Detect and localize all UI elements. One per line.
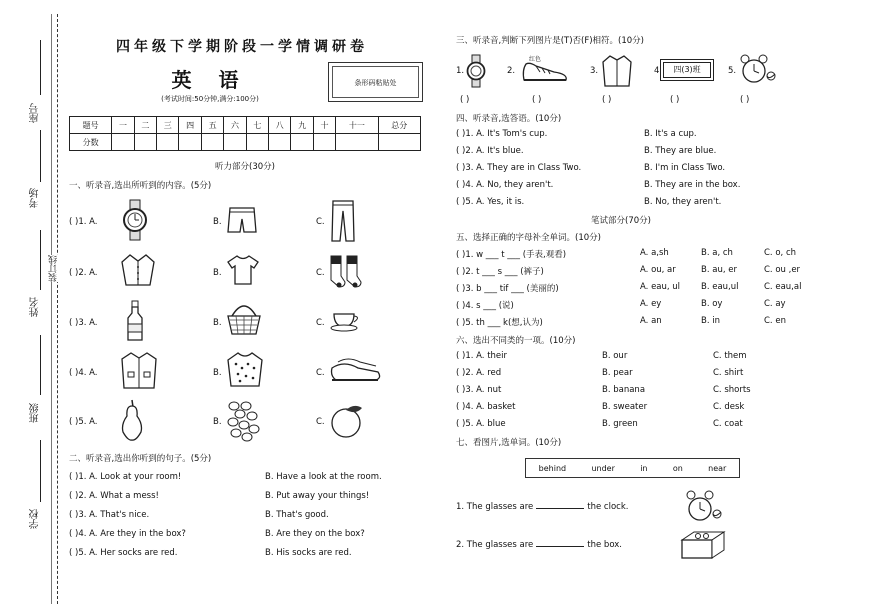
side-fill-line (40, 230, 41, 290)
score-header-cell: 一 (112, 117, 134, 134)
written-header: 笔试部分(70分) (591, 216, 651, 226)
score-cell[interactable] (224, 134, 246, 151)
barcode-label: 条形码粘贴处 (354, 79, 397, 87)
sec2-item4-b: B. Are they on the box? (265, 529, 365, 539)
sec6-item5-b: B. green (602, 419, 638, 429)
subject-title: 英 语 (171, 68, 249, 92)
score-header-cell: 八 (269, 117, 291, 134)
sec6-item5-a: ( )5. A. blue (456, 419, 506, 429)
sec1-item3-c: C. (316, 318, 325, 328)
word-in: in (640, 463, 648, 473)
sec5-item3-c: C. eau,al (764, 282, 802, 292)
sec5-item2-a: A. ou, ar (640, 265, 676, 275)
sec3-paren-2[interactable]: ( ) (532, 95, 542, 105)
sec3-label-1: 1. (456, 66, 465, 76)
sec3-paren-4[interactable]: ( ) (670, 95, 680, 105)
word-behind: behind (538, 463, 567, 473)
socks-icon (327, 254, 363, 290)
orange-icon (330, 403, 366, 439)
sec4-item4-a: ( )4. A. No, they aren't. (456, 180, 554, 190)
sec6-item2-b: B. pear (602, 368, 633, 378)
candies-icon (226, 400, 260, 442)
sec2-item3-a: ( )3. A. That's nice. (69, 510, 150, 520)
sec5-item5-c: C. en (764, 316, 786, 326)
watch-icon (466, 54, 486, 88)
sec4-item2-a: ( )2. A. It's blue. (456, 146, 524, 156)
word-bank (525, 458, 740, 478)
score-header-cell: 二 (134, 117, 156, 134)
sec6-item5-c: C. coat (713, 419, 743, 429)
score-cell[interactable] (378, 134, 420, 151)
sec2-item5-a: ( )5. A. Her socks are red. (69, 548, 178, 558)
sec4-item2-b: B. They are blue. (644, 146, 717, 156)
basket-icon (226, 302, 262, 336)
score-header-cell: 九 (291, 117, 313, 134)
sec3-paren-3[interactable]: ( ) (602, 95, 612, 105)
sec5-item2-b: B. au, er (701, 265, 737, 275)
sec2-item3-b: B. That's good. (265, 510, 329, 520)
shirt-icon (120, 252, 156, 288)
box-glasses-icon (680, 528, 726, 560)
sec7-q1-blank[interactable] (536, 508, 584, 509)
side-fill-line (40, 130, 41, 182)
sec1-item1-b: B. (213, 217, 222, 227)
sec4-item4-b: B. They are in the box. (644, 180, 741, 190)
sec6-item1-c: C. them (713, 351, 747, 361)
section5-title: 五、选择正确的字母补全单词。(10分) (456, 233, 601, 243)
score-cell[interactable] (313, 134, 335, 151)
score-cell[interactable] (246, 134, 268, 151)
sec1-item4-c: C. (316, 368, 325, 378)
sec1-item5-c: C. (316, 417, 325, 427)
sec3-paren-1[interactable]: ( ) (460, 95, 470, 105)
sec4-item3-b: B. I'm in Class Two. (644, 163, 726, 173)
sec5-item3-b: B. eau,ul (701, 282, 739, 292)
jacket-icon (120, 350, 158, 390)
sec5-item5-b: B. in (701, 316, 720, 326)
clock-glasses-icon (738, 54, 780, 86)
class-sign: 四(3)班 (663, 62, 711, 78)
sec6-item3-c: C. shorts (713, 385, 751, 395)
sec3-label-2: 2. (507, 66, 516, 76)
score-header-cell: 七 (246, 117, 268, 134)
sec5-item5-q: ( )5. th ___ k(想,认为) (456, 318, 543, 328)
side-label-class: 班级 (30, 403, 41, 423)
sec4-item3-a: ( )3. A. They are in Class Two. (456, 163, 582, 173)
sec6-item4-c: C. desk (713, 402, 745, 412)
sec6-item4-b: B. sweater (602, 402, 648, 412)
sec5-item3-a: A. eau, ul (640, 282, 681, 292)
side-label-school: 学校 (30, 509, 41, 529)
sec1-item2-num: ( )2. A. (69, 268, 98, 278)
side-fill-line (40, 40, 41, 95)
jacket-icon (601, 54, 633, 88)
sec2-item1-b: B. Have a look at the room. (265, 472, 382, 482)
sec5-item1-b: B. a, ch (701, 248, 733, 258)
sec3-shoe-caption: 红色 (529, 56, 542, 63)
sec1-item4-b: B. (213, 368, 222, 378)
paper-title: 四年级下学期阶段一学情调研卷 (116, 39, 368, 55)
word-near: near (708, 463, 727, 473)
score-row-label: 分数 (70, 134, 112, 151)
sec6-item3-b: B. banana (602, 385, 646, 395)
listening-header: 听力部分(30分) (215, 162, 275, 172)
binding-line (51, 14, 52, 604)
score-cell[interactable] (336, 134, 378, 151)
section1-title: 一、听录音,选出所听到的内容。(5分) (69, 181, 212, 191)
sec2-item1-a: ( )1. A. Look at your room! (69, 472, 182, 482)
bottle-icon (126, 300, 144, 342)
side-label-seat: 座号 (30, 103, 41, 123)
sec1-item1-num: ( )1. A. (69, 217, 98, 227)
pants-icon (330, 199, 356, 243)
sec6-item1-b: B. our (602, 351, 628, 361)
section3-title: 三、听录音,判断下列图片是(T)否(F)相符。(10分) (456, 36, 644, 46)
sec4-item5-b: B. No, they aren't. (644, 197, 722, 207)
cup-icon (330, 310, 364, 332)
sec5-item4-c: C. ay (764, 299, 786, 309)
sec2-item5-b: B. His socks are red. (265, 548, 352, 558)
score-header-cell: 四 (179, 117, 201, 134)
sec3-label-3: 3. (590, 66, 599, 76)
score-header-cell: 十 (313, 117, 335, 134)
sec5-item2-c: C. ou ,er (764, 265, 801, 275)
sec3-paren-5[interactable]: ( ) (740, 95, 750, 105)
sec5-item4-b: B. oy (701, 299, 723, 309)
sec5-item5-a: A. an (640, 316, 662, 326)
sec7-q2-blank[interactable] (536, 546, 584, 547)
score-header-cell: 题号 (70, 117, 112, 134)
word-on: on (672, 463, 683, 473)
binding-dashed-line (57, 14, 58, 604)
sec3-label-5: 5. (728, 66, 737, 76)
shoes-icon (330, 356, 382, 386)
tshirt-icon (226, 254, 260, 286)
sec7-q2-start: 2. The glasses are (456, 540, 534, 550)
score-cell[interactable] (269, 134, 291, 151)
sec1-item4-num: ( )4. A. (69, 368, 98, 378)
watch-icon (122, 199, 148, 241)
section6-title: 六、选出不同类的一项。(10分) (456, 336, 576, 346)
sec4-item1-b: B. It's a cup. (644, 129, 697, 139)
sec5-item4-a: A. ey (640, 299, 662, 309)
sec3-label-4: 4. (654, 66, 663, 76)
sec6-item2-a: ( )2. A. red (456, 368, 502, 378)
side-label-name: 姓名 (30, 297, 41, 317)
side-fill-line (40, 335, 41, 395)
score-cell[interactable] (179, 134, 201, 151)
pear-icon (120, 398, 144, 442)
shoe-icon (520, 60, 570, 86)
sec1-item5-num: ( )5. A. (69, 417, 98, 427)
sec7-q2-end: the box. (587, 540, 622, 550)
sec6-item4-a: ( )4. A. basket (456, 402, 516, 412)
side-fill-line (40, 440, 41, 502)
sec1-item1-c: C. (316, 217, 325, 227)
score-cell[interactable] (201, 134, 223, 151)
sec2-item2-a: ( )2. A. What a mess! (69, 491, 159, 501)
sec5-item2-q: ( )2. t ___ s ___ (裤子) (456, 267, 544, 277)
score-header-cell: 三 (157, 117, 179, 134)
score-cell[interactable] (157, 134, 179, 151)
barcode-box (328, 62, 423, 102)
sec1-item5-b: B. (213, 417, 222, 427)
score-header-cell: 十一 (336, 117, 378, 134)
word-under: under (591, 463, 615, 473)
sec6-item2-c: C. shirt (713, 368, 744, 378)
score-header-cell: 六 (224, 117, 246, 134)
sec6-item1-a: ( )1. A. their (456, 351, 508, 361)
sec1-item2-c: C. (316, 268, 325, 278)
sec5-item1-a: A. a,sh (640, 248, 669, 258)
score-cell[interactable] (134, 134, 156, 151)
section4-title: 四、听录音,选答语。(10分) (456, 114, 562, 124)
sec7-q1 (456, 502, 628, 512)
section2-title: 二、听录音,选出你听到的句子。(5分) (69, 454, 212, 464)
sec5-item1-c: C. o, ch (764, 248, 797, 258)
sec4-item5-a: ( )5. A. Yes, it is. (456, 197, 525, 207)
sec6-item3-a: ( )3. A. nut (456, 385, 502, 395)
sec5-item4-q: ( )4. s ___ (说) (456, 301, 514, 311)
score-header-cell: 五 (201, 117, 223, 134)
sec7-q2 (456, 540, 622, 550)
score-header-cell: 总分 (378, 117, 420, 134)
exam-info: (考试时间:50分钟,满分:100分) (161, 95, 259, 103)
score-table (69, 116, 421, 151)
sec5-item3-q: ( )3. b ___ tif ___ (美丽的) (456, 284, 559, 294)
sec2-item4-a: ( )4. A. Are they in the box? (69, 529, 186, 539)
sweater-icon (226, 350, 264, 390)
section7-title: 七、看图片,选单词。(10分) (456, 438, 562, 448)
sec7-q1-start: 1. The glasses are (456, 502, 534, 512)
sec4-item1-a: ( )1. A. It's Tom's cup. (456, 129, 548, 139)
shorts-icon (227, 205, 257, 235)
sec1-item3-num: ( )3. A. (69, 318, 98, 328)
clock-glasses-icon (684, 490, 726, 524)
sec1-item2-b: B. (213, 268, 222, 278)
sec7-q1-end: the clock. (587, 502, 629, 512)
sec1-item3-b: B. (213, 318, 222, 328)
score-cell[interactable] (291, 134, 313, 151)
score-cell[interactable] (112, 134, 134, 151)
side-label-binding: 装订线 (49, 255, 59, 282)
sec2-item2-b: B. Put away your things! (265, 491, 370, 501)
side-label-room: 考场 (30, 188, 41, 208)
sec5-item1-q: ( )1. w ___ t ___ (手表,观看) (456, 250, 567, 260)
